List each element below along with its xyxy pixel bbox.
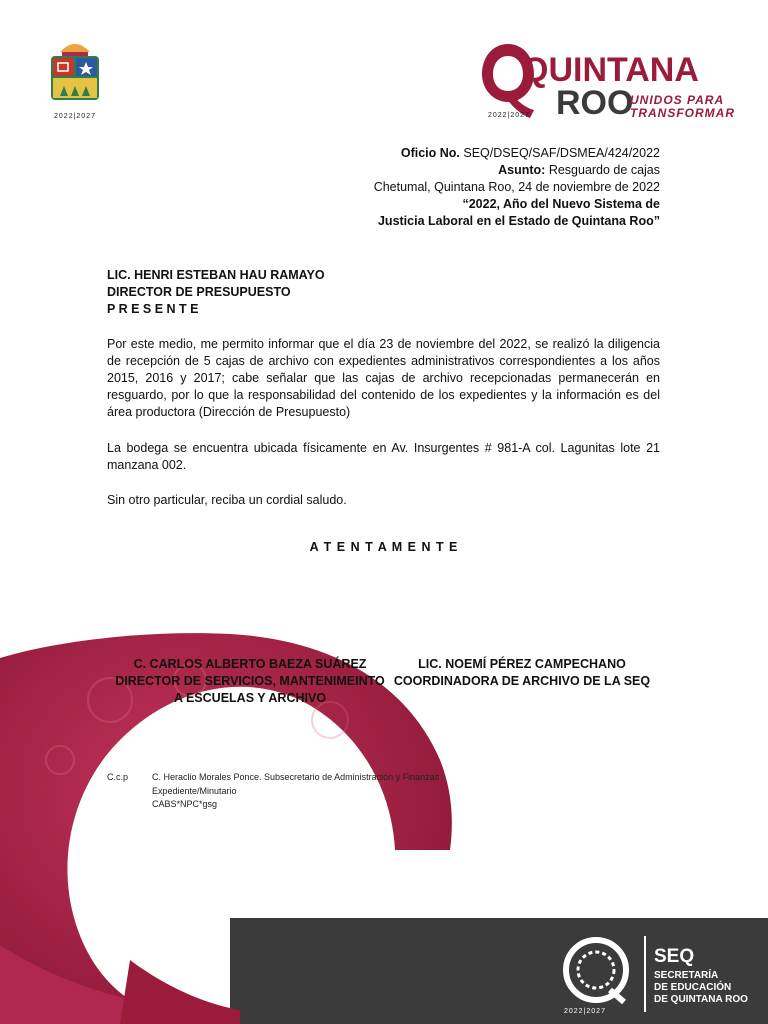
signature-left — [100, 656, 400, 707]
seq-divider — [644, 936, 646, 1012]
body-paragraph-2: La bodega se encuentra ubicada físicamente en Av. Insurgentes # 981-A col. Lagunitas lote 21 manzana 002. — [107, 441, 660, 472]
seq-footer-logo — [556, 930, 756, 1020]
signature-right — [380, 656, 664, 690]
addressee-name: LIC. HENRI ESTEBAN HAU RAMAYO — [107, 268, 325, 282]
body-paragraph-1: Por este medio, me permito informar que el día 23 de noviembre del 2022, se realizó la diligencia de recepción de 5 cajas de archivo con expedientes administrativos correspondientes a los años 2015, 2016 y 2017; cabe señalar que las cajas de archivo recepcionadas permanecerán en resguardo, por lo que la responsabilidad del contenido de los expedientes y la información es del área productora (Dirección de Presupuesto) — [107, 337, 660, 419]
brand-slogan-line2: TRANSFORMAR — [630, 106, 735, 120]
signature-left-title-2: A ESCUELAS Y ARCHIVO — [173, 691, 327, 705]
asunto-line — [498, 162, 660, 179]
seq-line-3: DE QUINTANA ROO — [654, 994, 748, 1005]
closing: A T E N T A M E N T E — [309, 540, 459, 554]
oficio-label: Oficio No. — [400, 146, 460, 160]
brand-roo: ROO — [556, 84, 634, 122]
brand-slogan-line1: UNIDOS PARA — [630, 93, 725, 107]
oficio-line — [401, 145, 660, 162]
motto-line2: Justicia Laboral en el Estado de Quintana Roo” — [377, 214, 660, 228]
place-date: Chetumal, Quintana Roo, 24 de noviembre de 2022 — [373, 180, 660, 194]
state-logo-years: 2022|2027 — [54, 113, 96, 120]
brand-years: 2022|2027 — [488, 112, 530, 119]
quintana-roo-logo — [478, 38, 735, 124]
state-coat-of-arms — [44, 38, 106, 118]
ccp-line-3: CABS*NPC*gsg — [152, 799, 218, 809]
seq-emblem-icon — [560, 934, 632, 1006]
seq-short: SEQ — [654, 946, 695, 967]
seq-line-2: DE EDUCACIÓN — [654, 982, 732, 993]
ccp-line-2: Expediente/Minutario — [152, 786, 237, 796]
seq-footer-years: 2022|2027 — [564, 1008, 606, 1015]
addressee-greeting: P R E S E N T E — [107, 302, 199, 316]
asunto-text: Resguardo de cajas — [548, 163, 660, 177]
signature-right-title-1: COORDINADORA DE ARCHIVO DE LA SEQ — [393, 674, 651, 688]
ccp-line-1: C. Heraclio Morales Ponce. Subsecretario de Administración y Finanzas — [152, 772, 440, 782]
asunto-label: Asunto: — [498, 163, 546, 177]
signature-right-name: LIC. NOEMÍ PÉREZ CAMPECHANO — [418, 657, 626, 671]
addressee-title: DIRECTOR DE PRESUPUESTO — [107, 285, 291, 299]
body-paragraph-3: Sin otro particular, reciba un cordial saludo. — [107, 493, 347, 507]
seq-line-1: SECRETARÍA — [654, 970, 719, 981]
brand-quintana: QUINTANA — [522, 51, 699, 89]
oficio-number: SEQ/DSEQ/SAF/DSMEA/424/2022 — [463, 146, 660, 160]
signature-left-name: C. CARLOS ALBERTO BAEZA SUÁREZ — [133, 657, 367, 671]
motto-line1: “2022, Año del Nuevo Sistema de — [462, 197, 660, 211]
signature-left-title-1: DIRECTOR DE SERVICIOS, MANTENIMEINTO — [115, 674, 385, 688]
ccp-label: C.c.p — [107, 772, 129, 782]
coat-of-arms-icon — [44, 38, 106, 108]
